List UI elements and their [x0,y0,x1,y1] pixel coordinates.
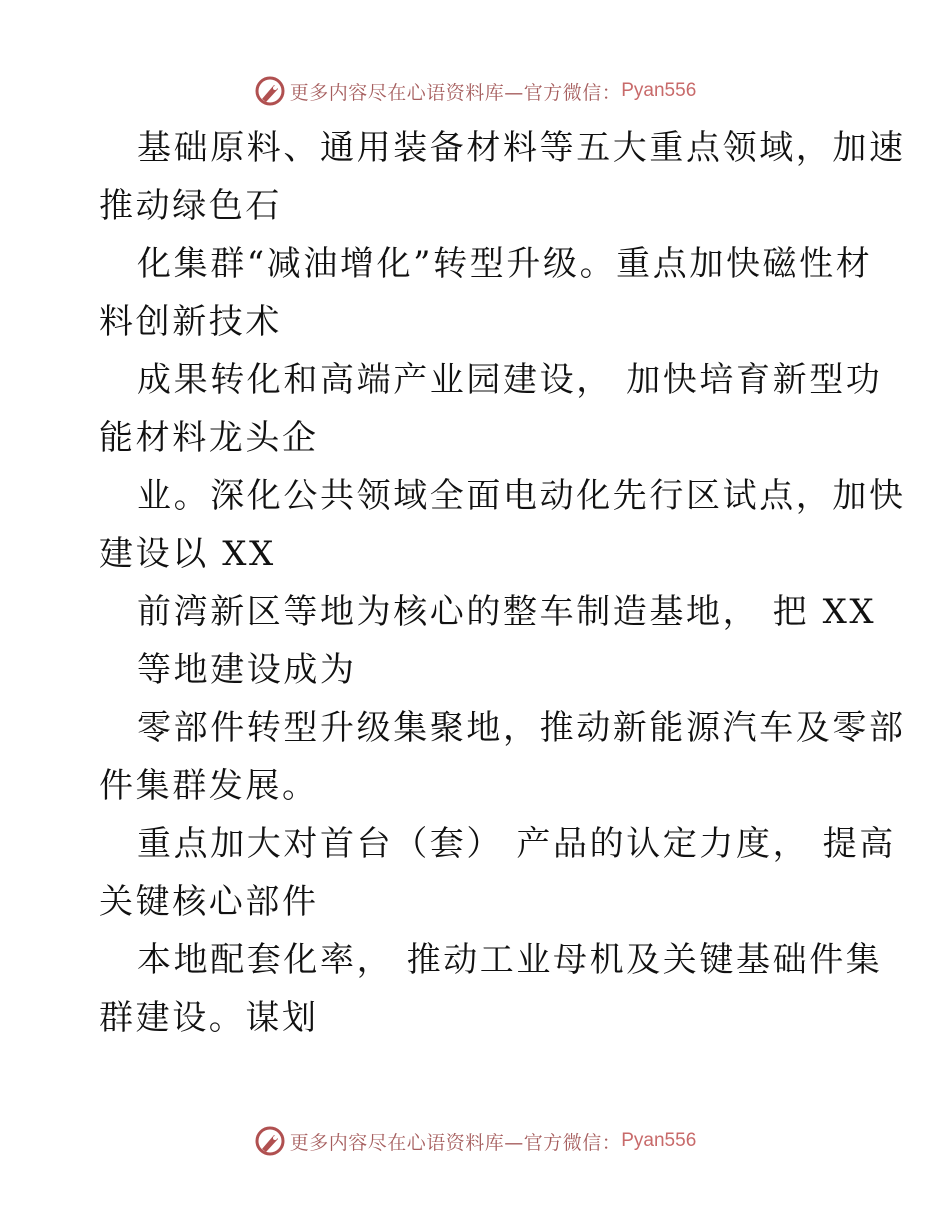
footer-watermark [0,1121,950,1161]
body-line: 成果转化和高端产业园建设， 加快培育新型功 [137,360,883,400]
body-line: 零部件转型升级集聚地，推动新能源汽车及零部 [137,708,906,748]
watermark-text: 更多内容尽在心语资料库—官方微信： [289,81,622,104]
body-line: 群建设。谋划 [99,998,319,1038]
body-line: 重点加大对首台（套） 产品的认定力度， 提高 [137,824,896,864]
header-watermark [0,71,950,111]
pen-nib-icon [254,1125,286,1157]
watermark-wechat-id: Pyan556 [621,80,697,101]
watermark-text: 更多内容尽在心语资料库—官方微信： [289,1131,622,1154]
body-line: 前湾新区等地为核心的整车制造基地， 把 XX [137,592,877,632]
body-line: 本地配套化率， 推动工业母机及关键基础件集 [137,940,883,980]
body-line: 化集群“减油增化”转型升级。重点加快磁性材 [137,244,873,284]
body-line: 建设以 XX [99,534,276,574]
body-line: 基础原料、通用装备材料等五大重点领域，加速 [137,128,906,168]
body-line: 等地建设成为 [137,650,357,690]
body-line: 能材料龙头企 [99,418,319,458]
body-line: 推动绿色石 [99,186,282,226]
pen-nib-icon [254,75,286,107]
watermark-wechat-id: Pyan556 [621,1130,697,1151]
body-line: 料创新技术 [99,302,282,342]
body-line: 业。深化公共领域全面电动化先行区试点，加快 [137,476,906,516]
body-line: 件集群发展。 [99,766,319,806]
body-line: 关键核心部件 [99,882,319,922]
